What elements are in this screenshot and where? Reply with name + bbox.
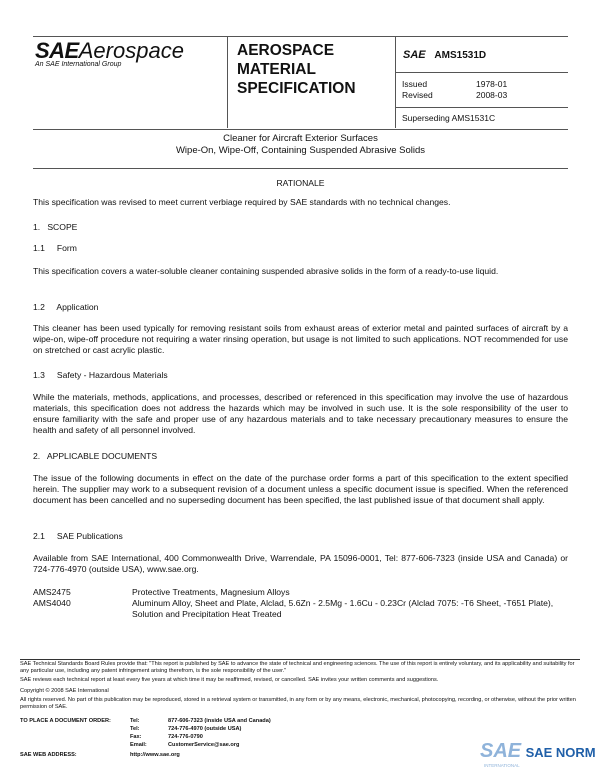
- tel-value: 724-776-4970 (outside USA): [168, 726, 242, 732]
- doc-description: Protective Treatments, Magnesium Alloys: [132, 587, 290, 597]
- application-heading: 1.2 Application: [33, 302, 99, 312]
- web-label: SAE WEB ADDRESS:: [20, 752, 77, 758]
- revised-value: 2008-03: [476, 90, 508, 100]
- title-line: Wipe-On, Wipe-Off, Containing Suspended Abrasive Solids: [175, 145, 426, 156]
- order-label: TO PLACE A DOCUMENT ORDER:: [20, 718, 111, 724]
- logo-name: Aerospace: [78, 38, 184, 63]
- scope-heading: 1. SCOPE: [33, 222, 78, 232]
- fax-label: Fax:: [130, 734, 142, 740]
- application-text: This cleaner has been used typically for removing resistant soils from exhaust areas of exterior metal and painted surfaces of aircraft by a wipe-on, wipe-off procedure not requiring a water rinsing operation, but usage is not limited to such applications. NOT recommended for use on stretched or cast acrylic plastic.: [33, 323, 568, 355]
- footer-review: SAE reviews each technical report at least every five years at which time it may be reaffirmed, revised, or cancelled. SAE invites your written comments and suggestions.: [20, 677, 439, 683]
- watermark-logo-icon: SAE: [480, 740, 522, 762]
- watermark-sub: INTERNATIONAL: [484, 763, 520, 768]
- doc-type-line: SPECIFICATION: [237, 80, 356, 97]
- fax-value: 724-776-0790: [168, 734, 203, 740]
- doc-title: [33, 133, 568, 157]
- web-link[interactable]: http://www.sae.org: [130, 752, 180, 758]
- sae-mark-icon: SAE: [403, 49, 426, 61]
- doc-description: Aluminum Alloy, Sheet and Plate, Alclad, 5.6Zn - 2.5Mg - 1.6Cu - 0.23Cr (Alclad 7075: -T6 Sheet, -T651 Plate), Solution and Precipitation Heat Treated: [132, 598, 554, 619]
- doc-code: AMS4040: [33, 598, 71, 608]
- revised-label: Revised: [402, 90, 433, 100]
- sae-publications-text: Available from SAE International, 400 Commonwealth Drive, Warrendale, PA 15096-0001, Tel: 877-606-7323 (inside USA and Canada) or 724-776-4970 (outside USA), www.sae.org.: [33, 553, 568, 574]
- doc-type-line: MATERIAL: [237, 61, 316, 78]
- form-heading: 1.1 Form: [33, 243, 77, 253]
- doc-type: [237, 41, 356, 98]
- doc-number: AMS1531D: [434, 50, 487, 61]
- tel-label: Tel:: [130, 718, 140, 724]
- email-label: Email:: [130, 742, 147, 748]
- header-divider: [395, 36, 396, 128]
- logo-brand: SAE: [35, 38, 79, 63]
- superseding: Superseding AMS1531C: [402, 113, 496, 123]
- logo-tagline: An SAE International Group: [35, 61, 122, 68]
- tel-value: 877-606-7323 (inside USA and Canada): [168, 718, 271, 724]
- doc-code: AMS2475: [33, 587, 71, 597]
- header-divider: [395, 107, 568, 108]
- standard-number: [403, 49, 486, 61]
- sae-norm-watermark: [480, 740, 596, 763]
- footer-policy: SAE Technical Standards Board Rules provide that: "This report is published by SAE to advance the state of technical and engineering sciences. The use of this report is entirely voluntary, and its applicability and suitability for any particular use, including any patent infringement arising therefrom, is the sole responsibility of the user.": [20, 661, 575, 674]
- rationale-text: This specification was revised to meet current verbiage required by SAE standards with no technical changes.: [33, 197, 451, 207]
- sae-publications-heading: 2.1 SAE Publications: [33, 531, 123, 541]
- footer-rights: All rights reserved. No part of this publication may be reproduced, stored in a retrieval system or transmitted, in any form or by any means, electronic, mechanical, photocopying, recording, or otherwise, without the prior written permission of SAE.: [20, 697, 576, 710]
- email-link[interactable]: CustomerService@sae.org: [168, 742, 240, 748]
- safety-heading: 1.3 Safety - Hazardous Materials: [33, 370, 168, 380]
- header-divider: [227, 36, 228, 128]
- watermark-text: SAE NORM: [525, 745, 596, 760]
- form-text: This specification covers a water-soluble cleaner containing suspended abrasive solids in the form of a ready-to-use liquid.: [33, 266, 499, 276]
- title-line: Cleaner for Aircraft Exterior Surfaces: [223, 133, 378, 144]
- issued-label: Issued: [402, 79, 428, 89]
- issued-value: 1978-01: [476, 79, 508, 89]
- applicable-text: The issue of the following documents in effect on the date of the purchase order forms a part of this specification to the extent specified herein. The supplier may work to a subsequent revision of a document unless a specific document issue is specified. When the referenced document has been cancelled and no superseding document has been specified, the last published issue of that document shall apply.: [33, 473, 568, 505]
- header-divider: [395, 72, 568, 73]
- footer-rule: [20, 659, 580, 660]
- doc-type-line: AEROSPACE: [237, 42, 335, 59]
- footer-copyright: Copyright © 2008 SAE International: [20, 688, 109, 694]
- applicable-heading: 2. APPLICABLE DOCUMENTS: [33, 451, 158, 461]
- rationale-heading: RATIONALE: [276, 178, 325, 188]
- safety-text: While the materials, methods, applications, and processes, described or referenced in this specification may involve the use of hazardous materials, this specification does not address the hazards which may be involved in such use. It is the sole responsibility of the user to ensure familiarity with the safe and proper use of any hazardous materials and to take necessary precautionary measures to ensure the health and safety of all personnel involved.: [33, 392, 568, 435]
- tel-label: Tel:: [130, 726, 140, 732]
